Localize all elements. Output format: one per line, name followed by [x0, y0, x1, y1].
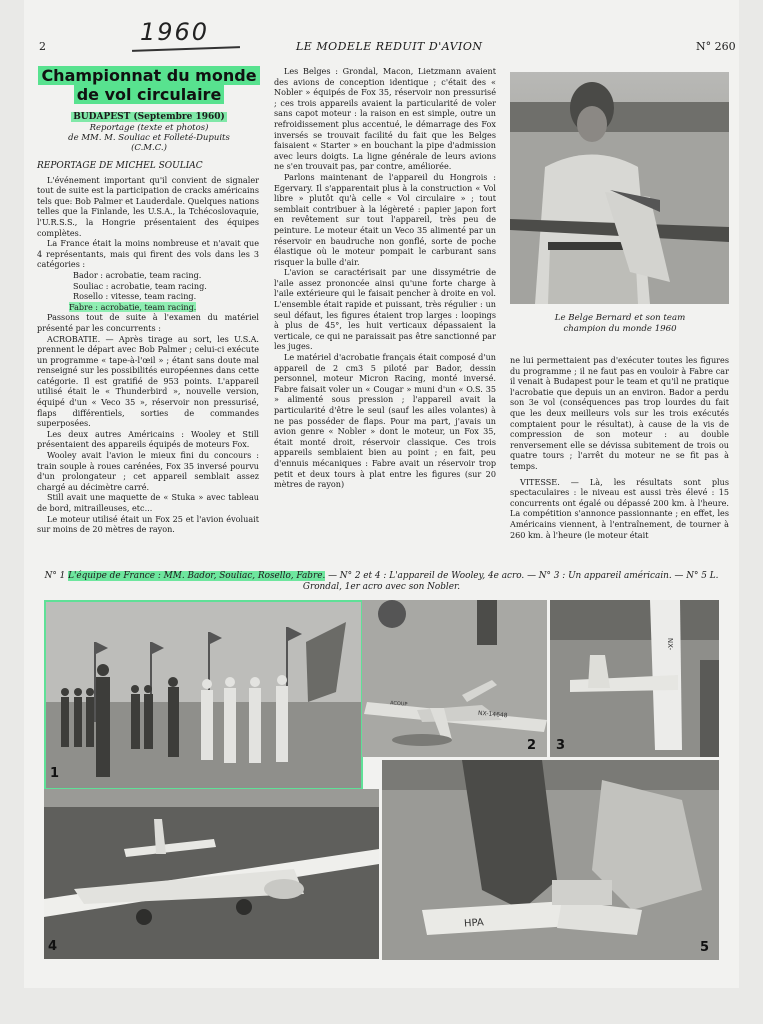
- photo-bernard: [510, 72, 729, 304]
- photo-number: 4: [48, 939, 58, 954]
- paragraph: Les deux autres Américains : Wooley et Still présentaient des appareils équipés de moteurs Fox.: [37, 428, 259, 450]
- paragraph: Still avait une maquette de « Stuka » avec tableau de bord, mitrailleuses, etc...: [37, 492, 259, 513]
- paragraph: ACROBATIE. — Après tirage au sort, les U.S.A. prennent le départ avec Bob Palmer ; celui-ci exécute un programme « tape-à-l'œil » ; étant sans doute mal renseigné sur les possibilités européennes dans cette catégorie. Il est gratifié de 953 points. L'appareil utilisé était le « Thunderbird », nouvelle version, équipé d'un « Veco 35 », réservoir non pressurisé, flaps différentiels, sorties de commandes superposées.: [37, 333, 259, 429]
- fuselage-lettering: ACOUP: [389, 700, 408, 708]
- photo-caption-bernard: [512, 313, 728, 335]
- caption-highlight: L'équipe de France : MM. Bador, Souliac, Rosello, Fabre.: [68, 571, 326, 581]
- roster-item-highlighted: Fabre : acrobatie, team racing.: [69, 301, 197, 312]
- photo-3-american-plane: [550, 600, 719, 757]
- paragraph: L'événement important qu'il convient de signaler tout de suite est la participation de cracks américains tels que: Bob Palmer et Lauderdale. Quelques nations telles que la Finlande, les U.S.A., la Tchécoslovaquie, l'U.R.S.S., la Hongrie présentaient des équipes complètes.: [37, 174, 259, 238]
- caption-rest: — N° 2 et 4 : L'appareil de Wooley, 4e acro. — N° 3 : Un appareil américain. — N° 5 L. Grondal, 1er acro avec son Nobler.: [302, 571, 719, 592]
- article-column-3: [510, 355, 729, 540]
- article-column-2: [274, 66, 496, 490]
- credit-line1: Reportage (texte et photos): [89, 123, 209, 133]
- credit-line3: (C.M.C.): [131, 143, 167, 153]
- article-title-line1: Championnat du monde: [38, 66, 259, 85]
- wing-registration: NX-14648: [477, 709, 508, 720]
- byline: REPORTAGE DE MICHEL SOULIAC: [37, 161, 203, 171]
- photo-number: 1: [50, 766, 60, 781]
- paragraph: L'avion se caractérisait par une dissymétrie de l'aile assez prononcée ainsi qu'une forte charge à l'aile extérieure qui le faisait pencher à droite en vol. L'ensemble était rapide et puissant, très régulier : un seul défaut, les figures étaient trop larges : loopings à plus de 45°, les huit verticaux dépassaient la verticale, ce qui ne paraissait pas être sanctionné par les juges.: [274, 267, 496, 352]
- paragraph: Passons tout de suite à l'examen du matériel présenté par les concurrents :: [37, 312, 259, 333]
- fin-lettering: NX-: [666, 637, 675, 651]
- paragraph: Parlons maintenant de l'appareil du Hongrois : Egervary. Il s'apparentait plus à la construction « Vol libre » plutôt qu'à celle « Vol circulaire » ; tout semblait contribuer à la légèreté : papier japon fort en revêtement sur tout l'appareil, très peu de peinture. Le moteur était un Veco 35 alimenté par un réservoir en baudruche non gonflé, sorte de poche élastique où le moteur pompait le carburant sans risquer la bulle d'air.: [274, 171, 496, 267]
- wing-lettering: HPA: [463, 917, 485, 930]
- caption-line: Le Belge Bernard et son team: [554, 313, 686, 323]
- paragraph: Le matériel d'acrobatie français était composé d'un appareil de 2 cm3 5 piloté par Bador, dessin personnel, moteur Micron Racing, monté inversé. Fabre faisait voler un « Cougar » muni d'un « O.S. 35 » alimenté sous pression ; l'appareil avait la particularité d'être le seul (sauf les ailes volantes) à ne pas posséder de flaps. Pour ma part, j'avais un avion genre « Nobler » dont le moteur, un Fox 35, était monté droit, réservoir classique. Ces trois appareils semblaient bien au point ; en fait, peu d'ennuis mécaniques : Fabre avait un réservoir trop petit et deux tours à plat entre les figures (sur 20 mètres de rayon): [274, 352, 496, 490]
- caption-prefix: N° 1: [44, 571, 66, 581]
- photo-caption-main: [34, 571, 729, 593]
- photo-number: 3: [556, 738, 566, 753]
- caption-line: champion du monde 1960: [563, 324, 677, 334]
- credit-line2: de MM. M. Souliac et Folleté-Dupuits: [68, 133, 230, 143]
- handwritten-year: 1960: [140, 18, 210, 46]
- roster-item: Rosello : vitesse, team racing.: [73, 291, 197, 302]
- photo-number: 5: [700, 940, 710, 955]
- article-column-1: [37, 157, 259, 535]
- roster-item: Bador : acrobatie, team racing.: [73, 269, 202, 280]
- paragraph: Wooley avait l'avion le mieux fini du concours : train souple à roues carénées, Fox 35 inversé pourvu d'un prolongateur ; cet appareil semblait assez chargé au décimètre carré.: [37, 450, 259, 492]
- photo-2-wooley-plane: [362, 600, 547, 757]
- roster-item: Souliac : acrobatie, team racing.: [73, 280, 207, 291]
- paragraph: Les Belges : Grondal, Macon, Lietzmann avaient des avions de conception identique ; c'était des « Nobler » équipés de Fox 35, réservoir non pressurisé ; ces trois appareils avaient la particularité de voler sans capot moteur : la raison en est simple, outre un refroidissement plus accentué, le démarrage des Fox inversés se trouvait facilité du fait que les Belges faisaient « Starter » en bouchant la pipe d'admission avec leurs doigts. La ligne générale de leurs avions ne s'en trouvait pas, par contre, améliorée.: [274, 66, 496, 172]
- issue-number: N° 260: [696, 40, 736, 53]
- article-title-block: [37, 66, 261, 153]
- photo-4-wooley-plane: [44, 789, 379, 959]
- paragraph: La France était la moins nombreuse et n'avait que 4 représentants, mais qui firent des vols dans les 3 catégories :: [37, 238, 259, 270]
- paragraph: ne lui permettaient pas d'exécuter toutes les figures du programme ; il ne faut pas en vouloir à Fabre car il venait à Budapest pour le team et qu'il ne pratique l'acrobatie que depuis un an environ. Bador a perdu son 3e vol (conséquences pas trop lourdes du fait que les deux meilleurs vols sur les trois exécutés comptaient pour le résultat), à cause de la vis de compression de son moteur : au double renversement elle se dévissa subitement de trois ou quatre tours ; l'arrêt du moteur ne se fit pas à temps.: [510, 355, 729, 471]
- paragraph: VITESSE. — Là, les résultats sont plus spectaculaires : le niveau est aussi très élevé : 15 concurrents ont égalé ou dépassé 200 km. à l'heure. La compétition s'annonce passionnante ; en effet, les Américains viennent, à l'entraînement, de tourner à 260 km. à l'heure (le moteur était: [510, 476, 729, 540]
- article-title-line2: de vol circulaire: [74, 85, 225, 104]
- photo-1-team: [44, 600, 363, 790]
- magazine-title: LE MODELE REDUIT D'AVION: [296, 40, 483, 53]
- photo-number: 2: [527, 738, 537, 753]
- page-number: 2: [39, 40, 46, 53]
- paragraph: Le moteur utilisé était un Fox 25 et l'avion évoluait sur moins de 20 mètres de rayon.: [37, 513, 259, 535]
- dateline: BUDAPEST (Septembre 1960): [73, 112, 225, 122]
- photo-5-grondal: [382, 760, 719, 960]
